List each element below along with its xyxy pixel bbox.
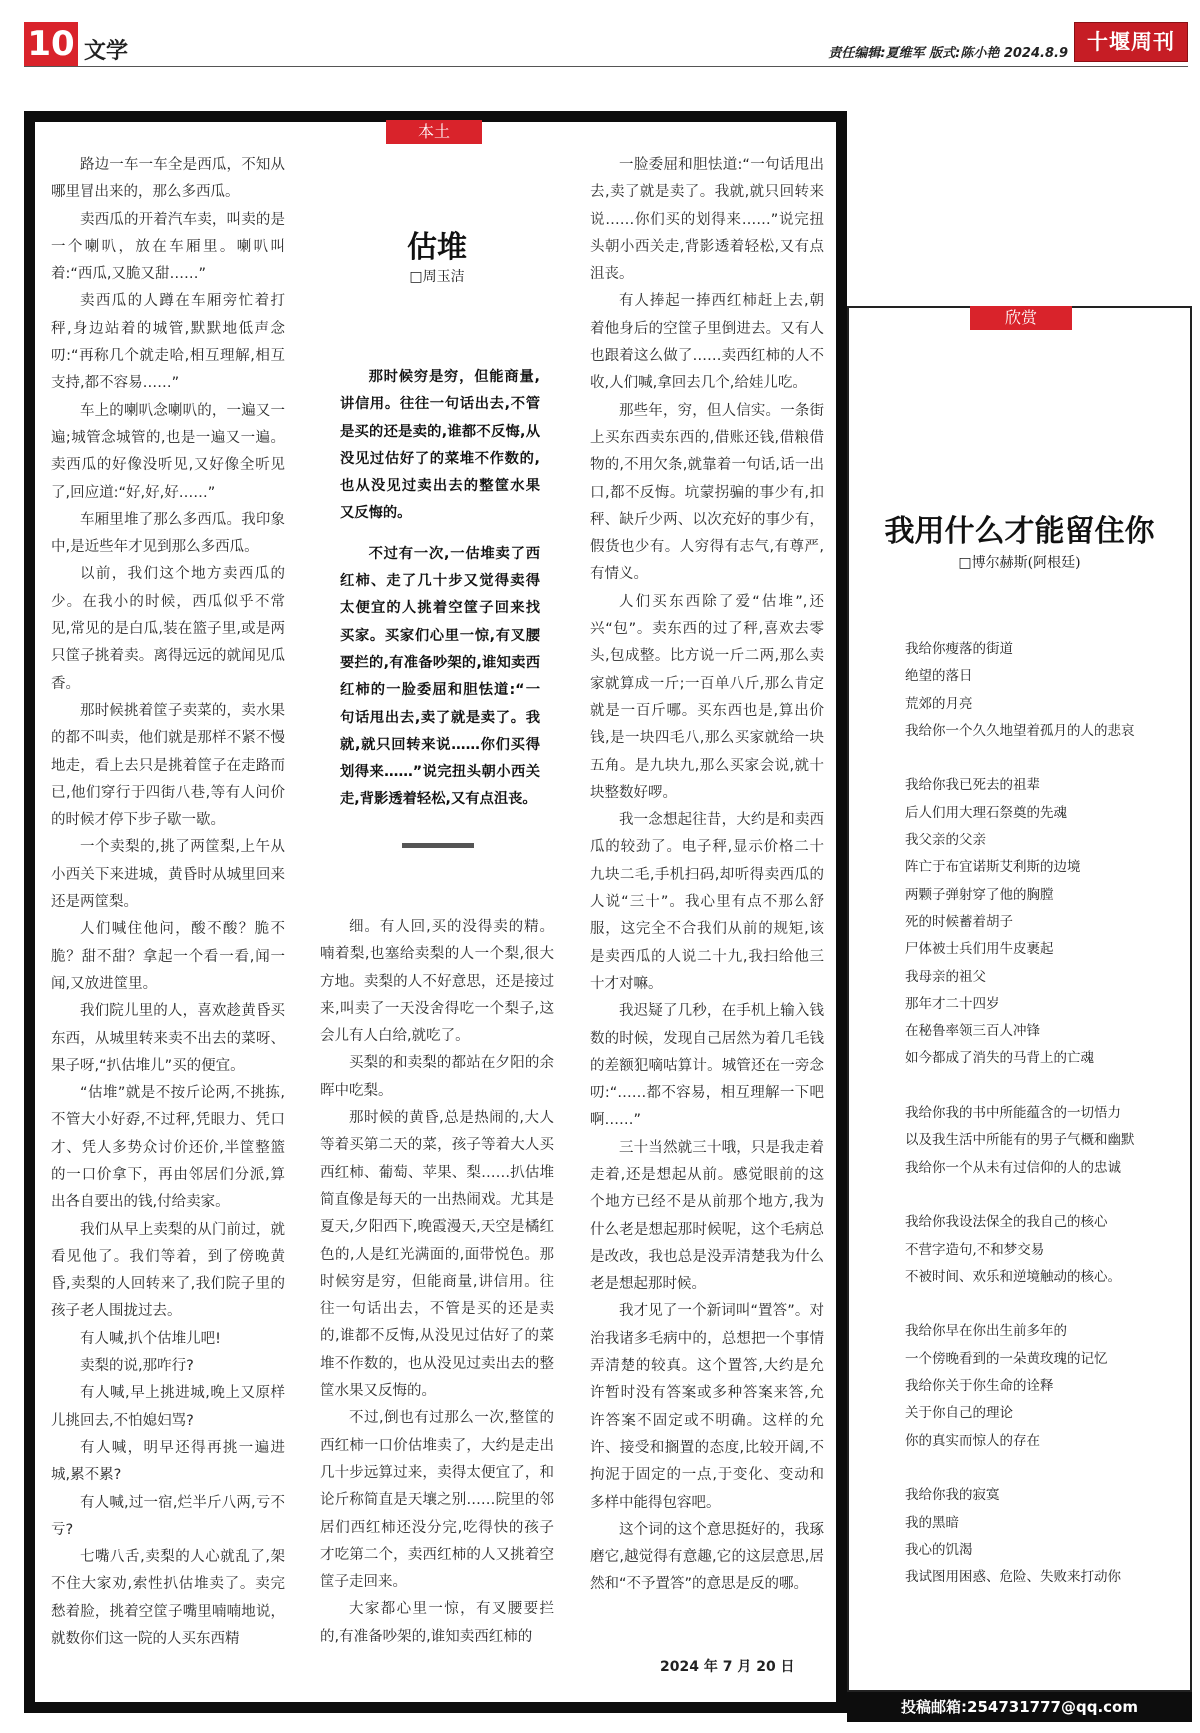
header-divider (24, 66, 1188, 67)
article-paragraph: 那时候的黄昏,总是热闹的,大人等着买第二天的菜，孩子等着大人买西红柿、葡萄、苹果、梨……扒估堆简直像是每天的一出热闹戏。尤其是夏天,夕阳西下,晚霞漫天,天空是橘红色的,人是红光满面的,面带悦色。那时候穷是穷，但能商量,讲信用。往往一句话出去，不管是买的还是卖的,谁都不反悔,从没见过估好了的菜堆不作数的，也从没见过卖出去的整筐水果又反悔的。 (320, 1110, 554, 1400)
poem-stanza (905, 636, 1190, 745)
article-paragraph: 车上的喇叭念喇叭的，一遍又一遍;城管念城管的,也是一遍又一遍。卖西瓜的好像没听见,又好像全听见了,回应道:“好,好,好……” (51, 402, 285, 501)
article-paragraph: 人们喊住他问，酸不酸？脆不脆？甜不甜？拿起一个看一看,闻一闻,又放进筐里。 (51, 921, 285, 992)
poem-line: 不被时间、欢乐和逆境触动的核心。 (905, 1268, 1121, 1285)
poem-stanza (905, 1100, 1190, 1182)
article-paragraph: 我才见了一个新词叫“置答”。对治我诸多毛病中的，总想把一个事情弄清楚的较真。这个置答,大约是允许暂时没有答案或多种答案来答,允许答案不固定或不明确。这样的允许、接受和搁置的态度,比较开阔,不拘泥于固定的一点,于变化、变动和多样中能得包容吧。 (590, 1303, 824, 1511)
poem-line: 我给你一个从未有过信仰的人的忠诚 (905, 1159, 1121, 1176)
poem-line: 荒郊的月亮 (905, 695, 973, 712)
article-paragraph: 人们买东西除了爱“估堆”,还兴“包”。卖东西的过了秤,喜欢去零头,包成整。比方说一斤二两,那么卖家就算成一斤;一百单八斤,那么肯定就是一百斤哪。买东西也是,算出价钱,是一块四毛八,那么买家就给一块五角。是九块九,那么买家会说,就十块整数好啰。 (590, 593, 824, 801)
poem-line: 我父亲的父亲 (905, 832, 986, 849)
poem-line: 我给你关于你生命的诠释 (905, 1378, 1054, 1395)
column-tag-xinshang: 欣赏 (970, 306, 1072, 330)
article-paragraph: 有人喊,早上挑进城,晚上又原样儿挑回去,不怕媳妇骂? (51, 1385, 285, 1429)
article-paragraph: 卖西瓜的开着汽车卖，叫卖的是一个喇叭，放在车厢里。喇叭叫着:“西瓜,又脆又甜……” (51, 211, 285, 283)
poem-stanza (905, 1209, 1190, 1291)
article-paragraph: 路边一车一车全是西瓜，不知从哪里冒出来的，那么多西瓜。 (51, 157, 285, 201)
article-column-3 (590, 152, 824, 1652)
poem-line: 关于你自己的理论 (905, 1405, 1013, 1422)
article-paragraph: 细。有人回,买的没得卖的精。喃着梨,也塞给卖梨的人一个梨,很大方地。卖梨的人不好意思，还是接过来,叫卖了一天没舍得吃一个梨子,这会儿有人白给,就吃了。 (320, 919, 554, 1045)
article-title: 估堆 (407, 230, 467, 265)
poem-line: 我给你早在你出生前多年的 (905, 1323, 1067, 1340)
poem-line: 如今都成了消失的马背上的亡魂 (905, 1050, 1094, 1067)
poem-stanza (905, 1318, 1190, 1454)
article-column-2 (320, 914, 554, 1692)
poem-line: 尸体被士兵们用牛皮裹起 (905, 941, 1054, 958)
article-paragraph: 那些年，穷，但人信实。一条街上买东西卖东西的,借账还钱,借粮借物的,不用欠条,就靠着一句话,话一出口,都不反悔。坑蒙拐骗的事少有,扣秤、缺斤少两、以次充好的事少有，假货也少有。人穷得有志气,有尊严,有情义。 (590, 402, 824, 583)
excerpt-paragraph: 不过有一次,一估堆卖了西红柿、走了几十步又觉得卖得太便宜的人挑着空筐子回来找买家。买家们心里一惊,有叉腰要拦的,有准备吵架的,谁知卖西红柿的一脸委屈和胆怯道:“一句话甩出去,卖了就是卖了。我就,就只回转来说……你们买得划得来……”说完扭头朝小西关走,背影透着轻松,又有点沮丧。 (340, 545, 540, 808)
poem-line: 你的真实而惊人的存在 (905, 1432, 1040, 1449)
poem-line: 在秘鲁率领三百人冲锋 (905, 1023, 1040, 1040)
article-paragraph: 有人喊,扒个估堆儿吧! (80, 1330, 221, 1347)
poem-line: 那年才二十四岁 (905, 995, 1000, 1012)
article-paragraph: 大家都心里一惊，有叉腰要拦的,有准备吵架的,谁知卖西红柿的 (320, 1601, 554, 1645)
article-paragraph: 卖西瓜的人蹲在车厢旁忙着打秤,身边站着的城管,默默地低声念叨:“再称几个就走哈,相互理解,相互支持,都不容易……” (51, 293, 285, 392)
poem-line: 不营字造句,不和梦交易 (905, 1241, 1045, 1258)
article-paragraph: 我迟疑了几秒，在手机上输入钱数的时候，发现自己居然为着几毛钱的差额犯嘀咕算计。城管还在一旁念叨:“……都不容易，相互理解一下吧啊……” (590, 1003, 824, 1129)
article-paragraph: 买梨的和卖梨的都站在夕阳的余晖中吃梨。 (320, 1055, 554, 1099)
poem-line: 我给你一个久久地望着孤月的人的悲哀 (905, 722, 1135, 739)
article-paragraph: 我们院儿里的人，喜欢趁黄昏买东西，从城里转来卖不出去的菜呀、果子呀,“扒估堆儿”买的便宜。 (51, 1003, 285, 1074)
poem-line: 后人们用大理石祭奠的先魂 (905, 804, 1067, 821)
article-paragraph: 有人捧起一捧西红柿赶上去,朝着他身后的空筐子里倒进去。又有人也跟着这么做了……卖西红柿的人不收,人们喊,拿回去几个,给娃儿吃。 (590, 293, 824, 392)
poem-line: 一个傍晚看到的一朵黄玫瑰的记忆 (905, 1350, 1108, 1367)
page-number: 10 (24, 22, 78, 66)
article-paragraph: 有人喊，明早还得再挑一遍进城,累不累? (51, 1439, 285, 1484)
article-paragraph: 车厢里堆了那么多西瓜。我印象中,是近些年才见到那么多西瓜。 (51, 511, 285, 556)
excerpt-divider (402, 843, 474, 848)
article-paragraph: 我们从早上卖梨的从门前过，就看见他了。我们等着，到了傍晚黄昏,卖梨的人回转来了,我们院子里的孩子老人围拢过去。 (51, 1221, 285, 1320)
editor-credits: 责任编辑:夏维军 版式:陈小艳 2024.8.9 (828, 46, 1068, 61)
section-title: 文学 (84, 39, 129, 64)
article-paragraph: “估堆”就是不按斤论两,不挑拣,不管大小好孬,不过秤,凭眼力、凭口才、凭人多势众讨价还价,半筐整篮的一口价拿下，再由邻居们分派,算出各自要出的钱,付给卖家。 (51, 1085, 285, 1211)
article-paragraph: 一脸委屈和胆怯道:“一句话甩出去,卖了就是卖了。我就,就只回转来说……你们买的划得来……”说完扭头朝小西关走,背影透着轻松,又有点沮丧。 (590, 157, 824, 283)
article-paragraph: 三十当然就三十哦，只是我走着走着,还是想起从前。感觉眼前的这个地方已经不是从前那个地方,我为什么老是想起那时候呢，这个毛病总是改改，我也总是没弄清楚我为什么老是想起那时候。 (590, 1139, 824, 1293)
poem-line: 我给你我的寂寞 (905, 1487, 1000, 1504)
poem-line: 死的时候蓄着胡子 (905, 913, 1013, 930)
article-date: 2024 年 7 月 20 日 (660, 1659, 795, 1675)
poem-body (905, 636, 1190, 1619)
poem-stanza (905, 772, 1190, 1072)
article-paragraph: 这个词的这个意思挺好的，我琢磨它,越觉得有意趣,它的这层意思,居然和“不予置答”的意思是反的哪。 (590, 1521, 824, 1593)
poem-line: 我的黑暗 (905, 1514, 959, 1531)
submission-email: 投稿邮箱:254731777@qq.com (847, 1692, 1192, 1722)
article-paragraph: 有人喊,过一宿,烂半斤八两,亏不亏? (51, 1494, 285, 1538)
poem-line: 我试图用困惑、危险、失败来打动你 (905, 1569, 1121, 1586)
poem-line: 我心的饥渴 (905, 1541, 973, 1558)
poem-author: □博尔赫斯(阿根廷) (958, 555, 1081, 571)
article-author: □周玉洁 (409, 269, 465, 285)
poem-line: 我给你我设法保全的我自己的核心 (905, 1214, 1108, 1231)
poem-line: 以及我生活中所能有的男子气概和幽默 (905, 1132, 1135, 1149)
poem-line: 两颗子弹射穿了他的胸膛 (905, 886, 1054, 903)
poem-line: 我给你瘦落的街道 (905, 641, 1013, 657)
article-paragraph: 以前，我们这个地方卖西瓜的少。在我小的时候，西瓜似乎不常见,常见的是白瓜,装在篮子里,或是两只筐子挑着卖。离得远远的就闻见瓜香。 (51, 566, 285, 692)
article-paragraph: 不过,倒也有过那么一次,整筐的西红柿一口价估堆卖了，大约是走出几十步远算过来，卖得太便宜了，和论斤称简直是天壤之别……院里的邻居们西红柿还没分完,吃得快的孩子才吃第二个，卖西红柿的人又挑着空筐子走回来。 (320, 1410, 554, 1591)
article-paragraph: 那时候挑着筐子卖菜的，卖水果的都不叫卖，他们就是那样不紧不慢地走，看上去只是挑着筐子在走路而已,他们穿行于四街八巷,等有人问价的时候才停下步子歇一歇。 (51, 702, 285, 829)
article-paragraph: 卖梨的说,那咋行? (80, 1358, 194, 1375)
masthead-logo: 十堰周刊 (1074, 22, 1188, 62)
article-column-1 (51, 152, 285, 1692)
poem-line: 我给你我已死去的祖辈 (905, 777, 1040, 794)
column-tag-bentu: 本土 (386, 120, 482, 144)
article-paragraph: 我一念想起往昔，大约是和卖西瓜的较劲了。电子秤,显示价格二十九块二毛,手机扫码,却听得卖西瓜的人说“三十”。我心里有点不那么舒服，这完全不合我们从前的规矩,该是卖西瓜的人说二十九,我扫给他三十才对嘛。 (590, 812, 824, 992)
poem-line: 我母亲的祖父 (905, 968, 986, 985)
article-paragraph: 一个卖梨的,挑了两筐梨,上午从小西关下来进城，黄昏时从城里回来还是两筐梨。 (51, 839, 285, 911)
poem-line: 我给你我的书中所能蕴含的一切悟力 (905, 1105, 1121, 1122)
poem-line: 阵亡于布宜诺斯艾利斯的边境 (905, 859, 1081, 876)
poem-stanza (905, 1482, 1190, 1591)
poem-title: 我用什么才能留住你 (884, 514, 1155, 549)
article-paragraph: 七嘴八舌,卖梨的人心就乱了,架不住大家劝,索性扒估堆卖了。卖完愁着脸，挑着空筐子嘴里喃喃地说，就数你们这一院的人买东西精 (51, 1549, 285, 1648)
article-excerpt (340, 364, 540, 827)
excerpt-paragraph: 那时候穷是穷，但能商量,讲信用。往往一句话出去,不管是买的还是卖的,谁都不反悔,从没见过估好了的菜堆不作数的,也从没见过卖出去的整筐水果又反悔的。 (340, 369, 540, 522)
poem-line: 绝望的落日 (905, 668, 973, 685)
